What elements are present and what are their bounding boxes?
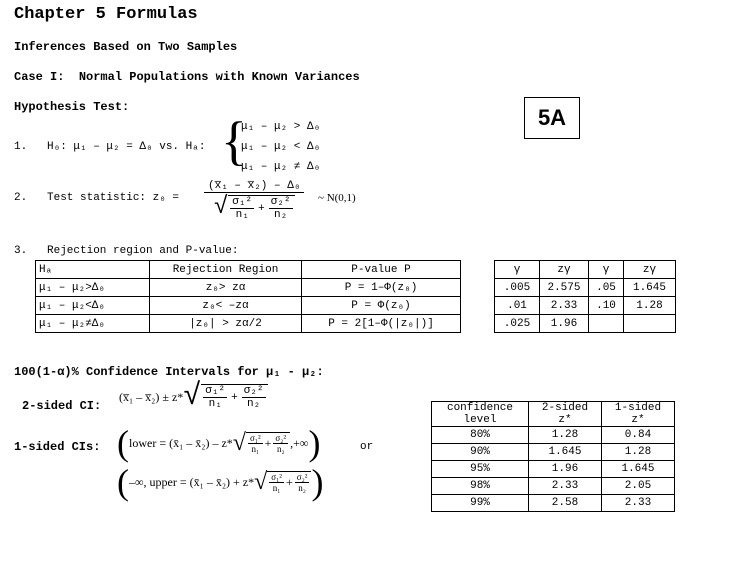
- table-cell: 1.96: [529, 461, 602, 478]
- sample-size-1: n₁: [251, 444, 260, 454]
- column-header: zγ: [624, 261, 676, 279]
- table-cell: 2.33: [602, 495, 675, 512]
- table-cell: μ₁ – μ₂>Δ₀: [36, 279, 150, 297]
- table-cell: 0.84: [602, 427, 675, 444]
- sample-size-1: n₁: [272, 483, 281, 493]
- distribution-label: ~ N(0,1): [318, 192, 356, 204]
- table-cell: 1.28: [624, 297, 676, 315]
- table-cell: P = Φ(z₀): [302, 297, 461, 315]
- column-header: [432, 402, 529, 427]
- plus-sign: +: [264, 436, 272, 450]
- table-row: [36, 297, 461, 315]
- two-sided-expression: (x̅₁ – x̅₂) ± z*: [119, 389, 184, 404]
- radical-sign: √: [183, 380, 202, 414]
- column-header: γ: [589, 261, 624, 279]
- column-header: P-value P: [302, 261, 461, 279]
- table-cell: μ₁ – μ₂≠Δ₀: [36, 315, 150, 333]
- column-header-line: 2-sided: [541, 402, 589, 414]
- table-cell: 1.645: [529, 444, 602, 461]
- table-cell: [589, 315, 624, 333]
- table-cell: 1.645: [624, 279, 676, 297]
- variance-2: σ₂²: [243, 385, 264, 397]
- table-cell: 2.05: [602, 478, 675, 495]
- column-header: γ: [495, 261, 540, 279]
- table-cell: P = 2[1–Φ(|z₀|)]: [302, 315, 461, 333]
- item2-number: 2.: [14, 192, 28, 204]
- table-cell: z₀> zα: [150, 279, 302, 297]
- alt-hypothesis-greater: μ₁ – μ₂ > Δ₀: [241, 121, 321, 133]
- lower-ci-prefix: lower = (x̄₁ – x̄₂) – z*: [129, 435, 233, 450]
- variance-1: σ₁²: [249, 433, 261, 443]
- table-cell: 98%: [432, 478, 529, 495]
- lower-ci-suffix: ,+∞: [290, 435, 309, 450]
- column-header-line: z*: [558, 414, 572, 426]
- table-cell: .05: [589, 279, 624, 297]
- variance-2: σ₂²: [270, 196, 291, 208]
- item1-null-hypothesis: H₀: μ₁ – μ₂ = Δ₀ vs. Hₐ:: [47, 141, 206, 153]
- case-heading: [14, 70, 360, 84]
- table-cell: 1.645: [602, 461, 675, 478]
- open-paren: (: [117, 423, 129, 463]
- table-cell: z₀< –zα: [150, 297, 302, 315]
- item1-number: 1.: [14, 141, 28, 153]
- table-header-row: [432, 402, 675, 427]
- close-paren: ): [308, 423, 321, 463]
- one-sided-label: 1-sided CIs:: [14, 440, 101, 454]
- variance-1: σ₁²: [205, 385, 226, 397]
- table-cell: 2.33: [529, 478, 602, 495]
- column-header: zγ: [540, 261, 589, 279]
- two-sided-label: 2-sided CI:: [22, 399, 102, 413]
- table-cell: .01: [495, 297, 540, 315]
- table-row: [495, 279, 676, 297]
- table-cell: 90%: [432, 444, 529, 461]
- table-row: [432, 444, 675, 461]
- table-cell: 80%: [432, 427, 529, 444]
- table-row: [432, 478, 675, 495]
- sample-size-2: n₂: [247, 398, 261, 410]
- radical-sign: √: [213, 194, 229, 221]
- column-header: Rejection Region: [150, 261, 302, 279]
- lower-ci-formula: [117, 425, 320, 461]
- column-header-line: 1-sided: [614, 402, 662, 414]
- sample-size-1: n₁: [208, 398, 222, 410]
- hypothesis-heading: Hypothesis Test:: [14, 100, 130, 114]
- plus-sign: +: [231, 391, 238, 404]
- close-paren: ): [311, 462, 324, 502]
- column-header-line: level: [463, 414, 497, 426]
- table-cell: P = 1–Φ(z₀): [302, 279, 461, 297]
- table-cell: 2.575: [540, 279, 589, 297]
- test-statistic-formula: [204, 180, 304, 221]
- table-row: [495, 315, 676, 333]
- table-header-row: [495, 261, 676, 279]
- variance-1: σ₁²: [232, 196, 253, 208]
- sample-size-2: n₂: [276, 444, 285, 454]
- variance-2: σ₂²: [296, 472, 308, 482]
- gamma-table: [494, 260, 676, 333]
- case-label: Case I:: [14, 70, 65, 84]
- table-cell: |z₀| > zα/2: [150, 315, 302, 333]
- table-cell: 2.58: [529, 495, 602, 512]
- plus-sign: +: [285, 475, 293, 489]
- item3-number: 3.: [14, 245, 28, 257]
- left-brace: {: [221, 111, 247, 171]
- table-header-row: [36, 261, 461, 279]
- two-sided-radical: [183, 382, 267, 412]
- open-paren: (: [117, 462, 129, 502]
- table-cell: .025: [495, 315, 540, 333]
- table-cell: [624, 315, 676, 333]
- radical-sign: √: [232, 430, 246, 456]
- radical-sign: √: [254, 469, 268, 495]
- plus-sign: +: [258, 202, 265, 215]
- sample-size-2: n₂: [298, 483, 306, 493]
- alt-hypothesis-not-equal: μ₁ – μ₂ ≠ Δ₀: [241, 161, 321, 173]
- test-statistic-label: Test statistic: z₀ =: [47, 192, 180, 204]
- table-cell: 1.96: [540, 315, 589, 333]
- table-cell: 95%: [432, 461, 529, 478]
- or-label: or: [360, 441, 374, 453]
- test-statistic-denominator: [214, 195, 295, 221]
- table-row: [36, 315, 461, 333]
- rejection-region-table: [35, 260, 461, 333]
- lower-ci-radical: [233, 431, 290, 455]
- table-cell: 1.28: [602, 444, 675, 461]
- two-sided-formula: [119, 382, 268, 412]
- table-row: [432, 427, 675, 444]
- table-row: [36, 279, 461, 297]
- page-title: Chapter 5 Formulas: [14, 5, 198, 24]
- table-cell: 1.28: [529, 427, 602, 444]
- sample-size-2: n₂: [274, 209, 288, 221]
- column-header-line: z*: [631, 414, 645, 426]
- column-header: Hₐ: [36, 261, 150, 279]
- column-header: [602, 402, 675, 427]
- subtitle: Inferences Based on Two Samples: [14, 40, 238, 54]
- table-cell: .10: [589, 297, 624, 315]
- upper-ci-formula: [117, 464, 323, 500]
- table-row: [432, 461, 675, 478]
- confidence-level-table: [431, 401, 675, 512]
- variance-2: σ₂²: [275, 433, 287, 443]
- table-cell: .005: [495, 279, 540, 297]
- table-row: [495, 297, 676, 315]
- section-badge: 5A: [524, 97, 580, 139]
- table-cell: 2.33: [540, 297, 589, 315]
- table-cell: μ₁ – μ₂<Δ₀: [36, 297, 150, 315]
- upper-ci-prefix: –∞, upper = (x̄₁ – x̄₂) + z*: [129, 474, 255, 489]
- sample-size-1: n₁: [235, 209, 249, 221]
- case-text: Normal Populations with Known Variances: [78, 70, 360, 84]
- variance-1: σ₁²: [271, 472, 282, 482]
- table-cell: 99%: [432, 495, 529, 512]
- upper-ci-radical: [254, 470, 311, 494]
- alt-hypothesis-less: μ₁ – μ₂ < Δ₀: [241, 141, 321, 153]
- table-row: [432, 495, 675, 512]
- rejection-region-label: Rejection region and P-value:: [47, 245, 239, 257]
- test-statistic-numerator: (x̅₁ – x̅₂) – Δ₀: [204, 180, 304, 193]
- ci-heading: 100(1-α)% Confidence Intervals for μ₁ - μ₂:: [14, 365, 324, 379]
- column-header-line: confidence: [446, 402, 513, 414]
- column-header: [529, 402, 602, 427]
